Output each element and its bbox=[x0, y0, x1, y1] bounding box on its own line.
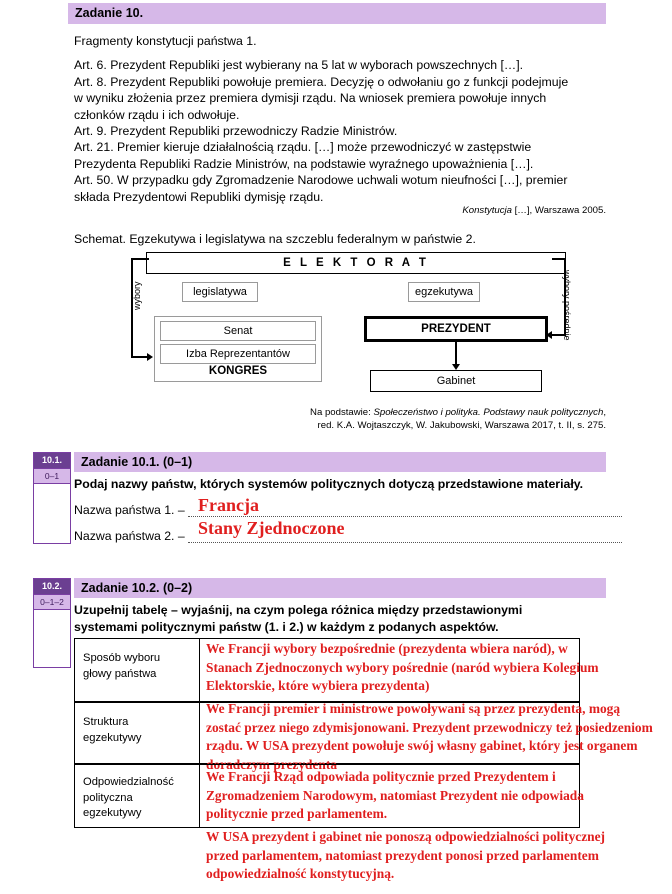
handwritten-line: odpowiedzialność konstytucyjną. bbox=[206, 866, 395, 882]
handwritten-line: politycznie przed parlamentem. bbox=[206, 806, 388, 822]
article-line: składa Prezydentowi Republiki dymisję rządu. bbox=[74, 189, 324, 204]
row-label-line: Odpowiedzialność bbox=[83, 776, 174, 788]
senat-label: Senat bbox=[223, 325, 253, 337]
source-2-title: Społeczeństwo i polityka. Podstawy nauk politycznych bbox=[373, 407, 604, 418]
table-row-label bbox=[83, 775, 195, 822]
answer-label-2: Nazwa państwa 2. – bbox=[74, 529, 185, 543]
diagram-box-gabinet bbox=[370, 370, 542, 392]
connector-president-cabinet bbox=[455, 342, 457, 366]
article-line: członków rządu i ich odwołuje. bbox=[74, 107, 240, 122]
source-2-line-2: red. K.A. Wojtaszczyk, W. Jakubowski, Warszawa 2017, t. II, s. 275. bbox=[317, 420, 606, 431]
task-10-2-banner bbox=[74, 578, 606, 598]
article-line: Art. 21. Premier kieruje działalnością rządu. […] może przewodniczyć w zastępstwie bbox=[74, 140, 532, 155]
handwritten-line: W USA prezydent i gabinet nie ponoszą odpowiedzialności politycznej bbox=[206, 829, 606, 844]
source-attribution-2 bbox=[260, 406, 606, 432]
scorebox-10-2 bbox=[33, 578, 71, 668]
handwritten-line: Elektorskie, które wybiera prezydenta) bbox=[206, 678, 430, 694]
task-10-1-banner bbox=[74, 452, 606, 472]
handwritten-row-answer[interactable] bbox=[206, 640, 599, 696]
handwritten-line: rządu. W USA prezydent powołuje swój własny gabinet, który jest organem bbox=[206, 738, 638, 754]
wybory-posrednie-text: wybory pośrednie bbox=[562, 270, 572, 341]
handwritten-answer-1: Francja bbox=[198, 495, 259, 515]
diagram-box-prezydent bbox=[364, 316, 548, 342]
task-10-2-banner-label: Zadanie 10.2. (0–2) bbox=[81, 581, 193, 595]
wybory-text: wybory bbox=[132, 281, 142, 310]
stimulus-intro: Fragmenty konstytucji państwa 1. bbox=[74, 34, 257, 48]
source-2-prefix: Na podstawie: bbox=[310, 407, 374, 418]
scorebox-10-2-entry[interactable] bbox=[34, 610, 70, 660]
diagram-box-kongres bbox=[154, 316, 322, 382]
kongres-label: KONGRES bbox=[208, 365, 268, 377]
row-label-line: Struktura bbox=[83, 716, 129, 728]
article-line: Prezydenta Republiki Radzie Ministrów, na podstawie wyraźnego upoważnienia […]. bbox=[74, 156, 534, 171]
government-structure-diagram bbox=[120, 252, 590, 402]
connector-right-top-horizontal bbox=[552, 258, 566, 260]
label-wybory-posrednie bbox=[562, 270, 572, 341]
scorebox-10-1-id: 10.1. bbox=[34, 453, 70, 468]
row-label-line: głowy państwa bbox=[83, 667, 157, 680]
handwritten-line: We Francji premier i ministrowe powoływani są przez prezydenta, mogą bbox=[206, 701, 621, 716]
article-line: Art. 50. W przypadku gdy Zgromadzenie Narodowe uchwali wotum nieufności […], premier bbox=[74, 173, 568, 188]
task-10-1-banner-label: Zadanie 10.1. (0–1) bbox=[81, 455, 193, 469]
task-10-2-prompt-line-2: systemami politycznymi państw (1. i 2.) w każdym z podanych aspektów. bbox=[74, 619, 499, 634]
stimulus-text bbox=[74, 33, 606, 205]
table-row-label bbox=[83, 715, 195, 746]
source-2-comma: , bbox=[603, 407, 606, 418]
task-10-1-prompt-text: Podaj nazwy państw, których systemów politycznych dotyczą przedstawione materiały. bbox=[74, 477, 584, 491]
task-10-2-prompt-line-1: Uzupełnij tabelę – wyjaśnij, na czym polega różnica między przedstawionymi bbox=[74, 603, 523, 617]
handwritten-line: Zgromadzeniem Narodowym, natomiast Prezydent nie odpowiada bbox=[206, 787, 584, 803]
diagram-box-egzekutywa bbox=[408, 282, 480, 302]
task-10-banner bbox=[68, 3, 606, 24]
handwritten-row-answer[interactable] bbox=[206, 768, 584, 824]
diagram-box-legislatywa bbox=[182, 282, 258, 302]
scorebox-10-1-range: 0–1 bbox=[34, 468, 70, 484]
row-label-line: polityczna bbox=[83, 791, 133, 804]
scorebox-10-2-id: 10.2. bbox=[34, 579, 70, 594]
izba-label: Izba Reprezentantów bbox=[186, 348, 290, 360]
table-cell-divider bbox=[199, 639, 200, 701]
handwritten-line: doradczym prezydenta bbox=[206, 756, 338, 772]
answer-line-1 bbox=[74, 503, 622, 517]
handwritten-line: We Francji wybory bezpośrednie (prezydenta wbiera naród), w bbox=[206, 641, 568, 656]
diagram-box-elektorat bbox=[146, 252, 566, 274]
diagram-box-senat bbox=[160, 321, 316, 341]
scorebox-10-1-entry[interactable] bbox=[34, 484, 70, 536]
answer-label-1: Nazwa państwa 1. – bbox=[74, 503, 185, 517]
source-1-title: Konstytucja bbox=[462, 205, 512, 216]
handwritten-line: Stanach Zjednoczonych wybory pośrednie (naród wybiera Kolegium bbox=[206, 659, 599, 675]
scorebox-10-2-range: 0–1–2 bbox=[34, 594, 70, 610]
source-attribution-1 bbox=[300, 204, 606, 217]
scheme-caption-text: Schemat. Egzekutywa i legislatywa na szczeblu federalnym w państwie 2. bbox=[74, 232, 476, 246]
article-line: Art. 9. Prezydent Republiki przewodniczy Radzie Ministrów. bbox=[74, 124, 398, 139]
article-line: Art. 6. Prezydent Republiki jest wybierany na 5 lat w wyborach powszechnych […]. bbox=[74, 58, 524, 73]
source-2-line-1 bbox=[260, 406, 606, 419]
answer-table bbox=[74, 638, 653, 828]
egzekutywa-label: egzekutywa bbox=[414, 286, 474, 298]
article-line: w wyniku złożenia przez premiera dymisji rządu. Na wniosek premiera powołuje innych bbox=[74, 91, 547, 106]
row-label-line: egzekutywy bbox=[83, 807, 142, 819]
gabinet-label: Gabinet bbox=[436, 375, 476, 387]
legislatywa-label: legislatywa bbox=[193, 286, 247, 298]
task-10-banner-label: Zadanie 10. bbox=[75, 6, 144, 20]
row-label-line: Sposób wyboru bbox=[83, 652, 161, 664]
table-cell-divider bbox=[199, 703, 200, 763]
elektorat-label: E L E K T O R A T bbox=[283, 257, 429, 269]
scorebox-10-1 bbox=[33, 452, 71, 544]
handwritten-line: przed parlamentem, natomiast prezydent ponosi przed parlamentem bbox=[206, 847, 599, 863]
task-10-2-prompt bbox=[74, 602, 614, 635]
handwritten-overflow-answer[interactable] bbox=[206, 828, 605, 884]
connector-left-top-horizontal bbox=[131, 258, 149, 260]
source-1-rest: […], Warszawa 2005. bbox=[511, 205, 606, 216]
answer-line-2 bbox=[74, 529, 622, 543]
scheme-caption bbox=[74, 231, 606, 247]
connector-left-bottom-horizontal bbox=[131, 356, 148, 358]
handwritten-line: We Francji Rząd odpowiada politycznie przed Prezydentem i bbox=[206, 769, 556, 784]
handwritten-answer-2: Stany Zjednoczone bbox=[198, 518, 345, 538]
label-wybory bbox=[132, 281, 142, 310]
article-line: Art. 8. Prezydent Republiki powołuje premiera. Decyzję o odwołaniu go z funkcji podejmuje bbox=[74, 74, 569, 89]
row-label-line: egzekutywy bbox=[83, 731, 142, 744]
diagram-box-izba-reprezentantow bbox=[160, 344, 316, 364]
arrow-to-congress-icon bbox=[147, 353, 153, 361]
table-cell-divider bbox=[199, 765, 200, 827]
prezydent-label: PREZYDENT bbox=[421, 323, 491, 335]
task-10-1-prompt bbox=[74, 476, 614, 493]
handwritten-line: zostać przez niego zdymisjonowani. Prezydent przewodniczy też posiedzeniom bbox=[206, 719, 653, 735]
table-row-label bbox=[83, 651, 195, 682]
